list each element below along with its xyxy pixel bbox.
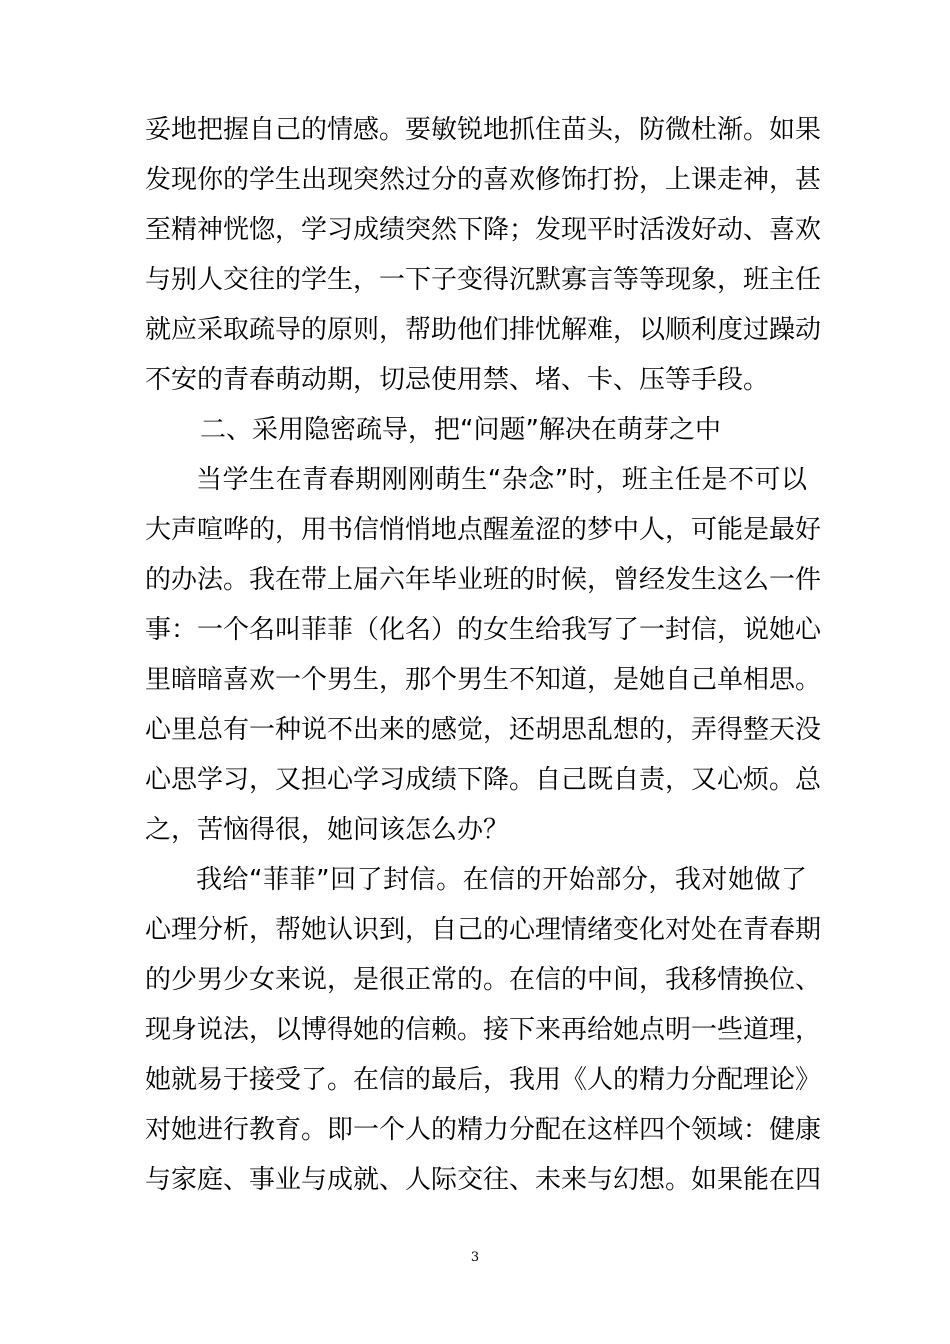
text-line: 与别人交往的学生，一下子变得沉默寡言等等现象，班主任 — [145, 265, 822, 295]
text-line: 事：一个名叫菲菲（化名）的女生给我写了一封信，说她心 — [145, 615, 822, 645]
text-line: 我给“菲菲”回了封信。在信的开始部分，我对她做了 — [196, 865, 807, 895]
text-line: 当学生在青春期刚刚萌生“杂念”时，班主任是不可以 — [196, 465, 807, 495]
text-line: 心理分析，帮她认识到，自己的心理情绪变化对处在青春期 — [145, 915, 822, 945]
text-line: 不安的青春萌动期，切忌使用禁、堵、卡、压等手段。 — [145, 365, 770, 395]
text-line: 对她进行教育。即一个人的精力分配在这样四个领域：健康 — [145, 1115, 822, 1145]
page-number: 3 — [470, 1250, 480, 1265]
text-line: 就应采取疏导的原则，帮助他们排忧解难，以顺利度过躁动 — [145, 315, 822, 345]
text-line: 她就易于接受了。在信的最后，我用《人的精力分配理论》 — [145, 1065, 822, 1095]
text-line: 现身说法，以博得她的信赖。接下来再给她点明一些道理， — [145, 1015, 822, 1045]
text-line: 与家庭、事业与成就、人际交往、未来与幻想。如果能在四 — [145, 1165, 822, 1195]
text-line: 至精神恍惚，学习成绩突然下降；发现平时活泼好动、喜欢 — [145, 215, 822, 245]
text-line: 之，苦恼得很，她问该怎么办？ — [145, 815, 510, 845]
text-line: 发现你的学生出现突然过分的喜欢修饰打扮，上课走神，甚 — [145, 165, 822, 195]
text-line: 的少男少女来说，是很正常的。在信的中间，我移情换位、 — [145, 965, 822, 995]
text-line: 里暗暗喜欢一个男生，那个男生不知道，是她自己单相思。 — [145, 665, 822, 695]
text-line: 大声喧哗的，用书信悄悄地点醒羞涩的梦中人，可能是最好 — [145, 515, 822, 545]
text-line: 心里总有一种说不出来的感觉，还胡思乱想的，弄得整天没 — [145, 715, 822, 745]
text-line: 心思学习，又担心学习成绩下降。自己既自责，又心烦。总 — [145, 765, 822, 795]
section-heading: 二、采用隐密疏导，把“问题”解决在萌芽之中 — [200, 415, 721, 445]
text-line: 妥地把握自己的情感。要敏锐地抓住苗头，防微杜渐。如果 — [145, 115, 822, 145]
text-line: 的办法。我在带上届六年毕业班的时候，曾经发生这么一件 — [145, 565, 822, 595]
